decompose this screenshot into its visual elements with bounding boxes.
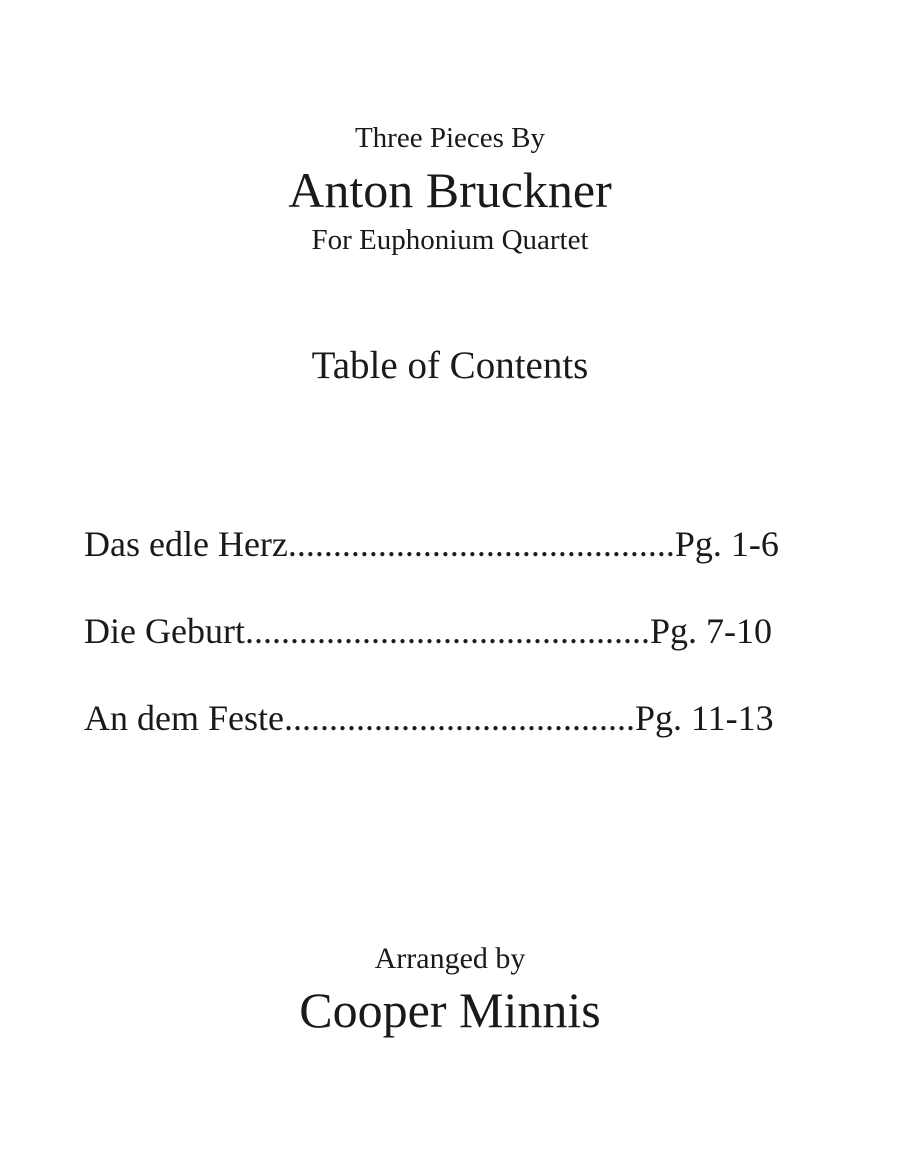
subtitle-top: Three Pieces By (354, 122, 546, 154)
toc-entry: An dem Feste.......................................Pg. 11-13 (84, 698, 774, 738)
toc-entry: Die Geburt.............................................Pg. 7-10 (84, 611, 772, 651)
ensemble-line: For Euphonium Quartet (311, 224, 589, 256)
toc-entry: Das edle Herz...........................................Pg. 1-6 (84, 524, 779, 564)
toc-heading: Table of Contents (311, 344, 589, 387)
arranger-name: Cooper Minnis (299, 982, 601, 1038)
arranged-by-label: Arranged by (374, 942, 526, 975)
composer-name: Anton Bruckner (288, 162, 612, 218)
table-of-contents (84, 520, 779, 781)
